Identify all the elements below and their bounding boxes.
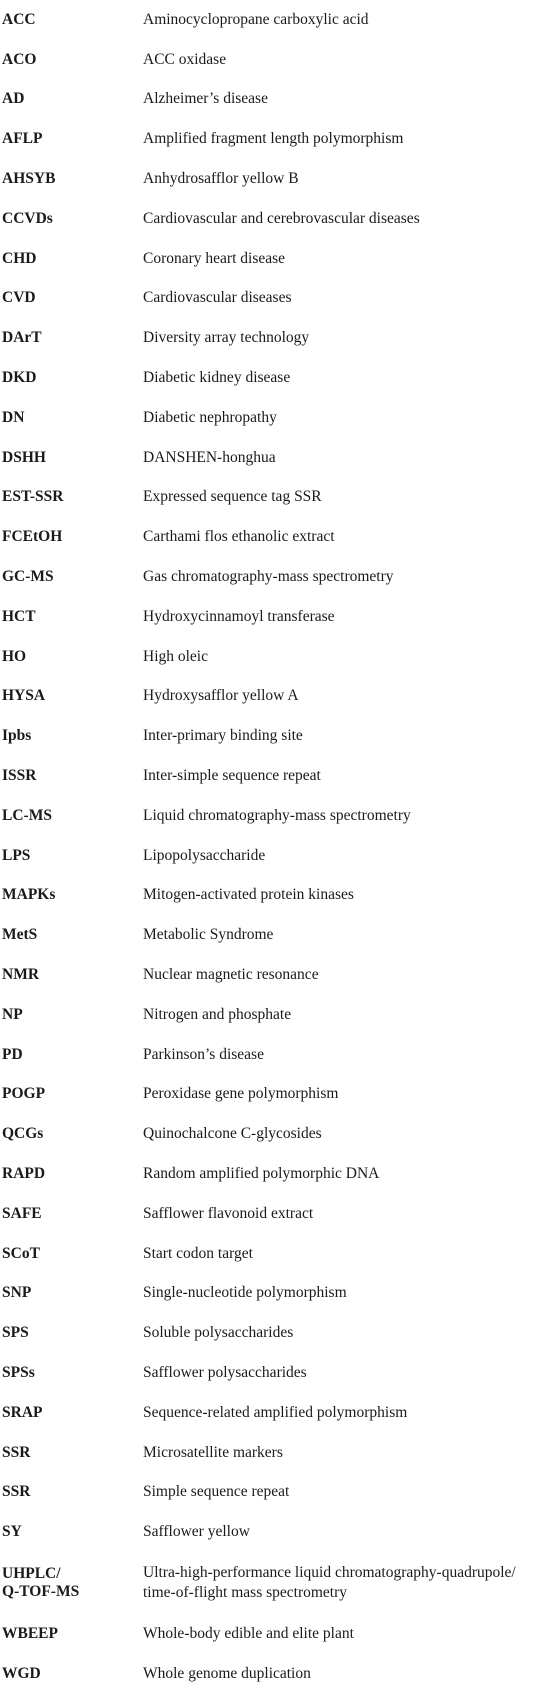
abbreviation-cell: CVD [2, 289, 36, 307]
definition-cell: Sequence-related amplified polymorphism [143, 1403, 408, 1421]
table-row [0, 398, 558, 438]
table-row [0, 716, 558, 756]
table-row [0, 637, 558, 677]
abbreviation-cell: HO [2, 647, 27, 665]
definition-cell: Diabetic nephropathy [143, 408, 277, 426]
definition-cell: Nuclear magnetic resonance [143, 966, 319, 984]
definition-cell: Expressed sequence tag SSR [143, 488, 322, 506]
table-row [0, 1393, 558, 1433]
definition-cell: Inter-simple sequence repeat [143, 767, 321, 785]
table-row [0, 199, 558, 239]
table-row [0, 1274, 558, 1314]
definition-cell: Hydroxysafflor yellow A [143, 687, 299, 705]
abbreviation-cell: SNP [2, 1284, 32, 1302]
abbreviation-cell: AHSYB [2, 170, 56, 188]
definition-cell: Alzheimer’s disease [143, 90, 268, 108]
abbreviation-cell: SAFE [2, 1204, 42, 1222]
abbreviation-line: UHPLC/ [2, 1565, 61, 1583]
table-row [0, 955, 558, 995]
abbreviation-cell: NP [2, 1005, 23, 1023]
definition-cell: DANSHEN-honghua [143, 448, 276, 466]
abbreviation-cell: DKD [2, 369, 37, 387]
definition-cell: Soluble polysaccharides [143, 1324, 294, 1342]
abbreviation-cell: SPS [2, 1324, 29, 1342]
table-row [0, 478, 558, 518]
table-row [0, 1035, 558, 1075]
table-row [0, 836, 558, 876]
abbreviation-cell: DN [2, 408, 25, 426]
definition-cell: Anhydrosafflor yellow B [143, 170, 299, 188]
table-row [0, 0, 558, 40]
table-row [0, 796, 558, 836]
table-row [0, 1512, 558, 1552]
table-row [0, 119, 558, 159]
table-row [0, 1234, 558, 1274]
definition-cell: Whole-body edible and elite plant [143, 1624, 354, 1642]
table-row [0, 279, 558, 319]
abbreviation-cell: HYSA [2, 687, 46, 705]
abbreviation-cell: LPS [2, 846, 31, 864]
abbreviation-cell: SPSs [2, 1363, 35, 1381]
abbreviation-cell: EST-SSR [2, 488, 64, 506]
definition-cell: Single-nucleotide polymorphism [143, 1284, 347, 1302]
abbreviation-cell: SCoT [2, 1244, 40, 1262]
definition-cell: Start codon target [143, 1244, 253, 1262]
table-row [0, 915, 558, 955]
definition-cell: Safflower yellow [143, 1523, 250, 1541]
definition-cell: Simple sequence repeat [143, 1483, 290, 1501]
abbreviation-cell: NMR [2, 966, 40, 984]
definition-cell: Parkinson’s disease [143, 1045, 264, 1063]
abbreviation-cell: QCGs [2, 1125, 44, 1143]
table-row [0, 1552, 558, 1614]
table-row [0, 756, 558, 796]
table-row [0, 239, 558, 279]
table-row [0, 159, 558, 199]
abbreviation-cell: DSHH [2, 448, 46, 466]
definition-cell: Aminocyclopropane carboxylic acid [143, 10, 369, 28]
definition-cell: Diabetic kidney disease [143, 369, 291, 387]
table-row [0, 597, 558, 637]
definition-cell: Gas chromatography-mass spectrometry [143, 568, 394, 586]
abbreviation-cell: PD [2, 1045, 23, 1063]
definition-cell: Liquid chromatography-mass spectrometry [143, 806, 411, 824]
definition-cell: Diversity array technology [143, 329, 310, 347]
abbreviation-cell: Ipbs [2, 727, 32, 745]
definition-cell: Random amplified polymorphic DNA [143, 1165, 380, 1182]
abbreviation-cell: GC-MS [2, 568, 54, 586]
abbreviation-cell: ACC [2, 10, 36, 28]
abbreviation-cell: SY [2, 1523, 22, 1541]
definition-cell: Cardiovascular diseases [143, 289, 292, 307]
abbreviation-cell: CHD [2, 249, 37, 267]
abbreviation-cell: FCEtOH [2, 528, 63, 546]
abbreviation-cell: DArT [2, 329, 42, 347]
definition-cell: High oleic [143, 647, 208, 665]
definition-cell: Microsatellite markers [143, 1443, 283, 1461]
definition-line: Ultra-high-performance liquid chromatography-quadrupole/ [143, 1564, 516, 1582]
abbreviation-cell: SRAP [2, 1403, 43, 1421]
table-row [0, 318, 558, 358]
abbreviation-cell: LC-MS [2, 806, 52, 824]
abbreviation-cell [0, 1552, 143, 1614]
abbreviation-cell: AFLP [2, 130, 43, 148]
abbreviation-cell: SSR [2, 1483, 31, 1501]
abbreviation-cell: ACO [2, 50, 37, 68]
abbreviation-line: Q-TOF-MS [2, 1583, 80, 1601]
table-row [0, 1433, 558, 1473]
definition-cell: Coronary heart disease [143, 249, 286, 267]
definition-line: time-of-flight mass spectrometry [143, 1584, 348, 1602]
table-row [0, 358, 558, 398]
abbreviation-cell: CCVDs [2, 209, 53, 227]
definition-cell: Safflower flavonoid extract [143, 1204, 314, 1222]
table-row [0, 517, 558, 557]
abbreviation-cell: ISSR [2, 767, 37, 785]
abbreviation-cell: RAPD [2, 1165, 46, 1182]
definition-cell: Peroxidase gene polymorphism [143, 1085, 339, 1103]
abbreviation-cell: MetS [2, 926, 38, 944]
table-row [0, 1614, 558, 1654]
table-row [0, 1654, 558, 1694]
definition-cell: Metabolic Syndrome [143, 926, 274, 944]
table-row [0, 1154, 558, 1194]
table-row [0, 1075, 558, 1115]
table-row [0, 80, 558, 120]
table-row [0, 1114, 558, 1154]
definition-cell: Cardiovascular and cerebrovascular diseases [143, 209, 420, 227]
definition-cell: Mitogen-activated protein kinases [143, 886, 354, 904]
definition-cell: Quinochalcone C-glycosides [143, 1125, 322, 1143]
abbreviation-cell: WBEEP [2, 1624, 58, 1642]
abbreviation-cell: POGP [2, 1085, 46, 1103]
table-row [0, 995, 558, 1035]
definition-cell: Whole genome duplication [143, 1664, 311, 1682]
definition-cell: Safflower polysaccharides [143, 1363, 307, 1381]
abbreviation-cell: WGD [2, 1664, 41, 1682]
table-row [0, 1472, 558, 1512]
table-row [0, 40, 558, 80]
abbreviation-cell: HCT [2, 607, 36, 625]
definition-cell: Carthami flos ethanolic extract [143, 528, 335, 546]
abbreviation-cell: SSR [2, 1443, 31, 1461]
definition-cell: Hydroxycinnamoyl transferase [143, 607, 335, 625]
table-row [0, 1353, 558, 1393]
table-row [0, 438, 558, 478]
table-row [0, 557, 558, 597]
table-row [0, 677, 558, 717]
definition-cell: ACC oxidase [143, 50, 227, 68]
table-row [0, 1313, 558, 1353]
abbreviation-cell: AD [2, 90, 25, 108]
abbreviation-cell: MAPKs [2, 886, 56, 904]
definition-cell: Nitrogen and phosphate [143, 1005, 292, 1023]
definition-cell: Amplified fragment length polymorphism [143, 130, 404, 148]
table-row [0, 876, 558, 916]
table-row [0, 1194, 558, 1234]
definition-cell: Lipopolysaccharide [143, 846, 266, 864]
definition-cell: Inter-primary binding site [143, 727, 303, 745]
definition-cell [143, 1552, 558, 1614]
